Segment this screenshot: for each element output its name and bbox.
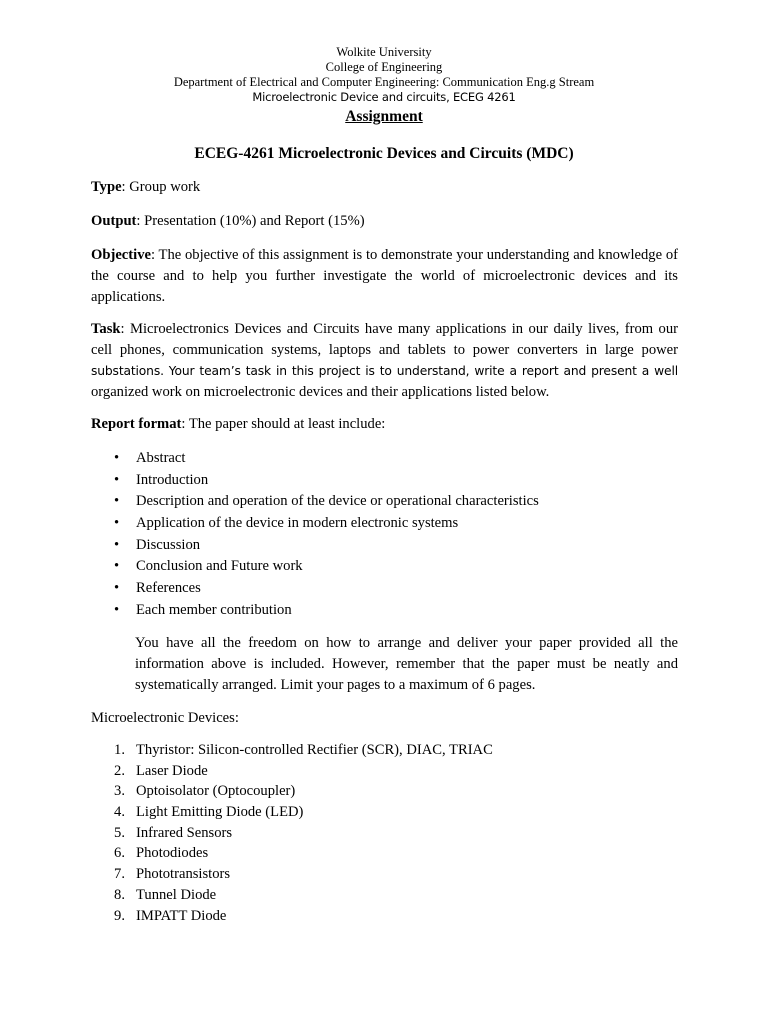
output-line xyxy=(91,211,678,232)
device-name: Laser Diode xyxy=(136,762,208,779)
device-number: 4. xyxy=(114,804,125,821)
type-label: Type xyxy=(91,179,122,195)
type-line xyxy=(91,177,678,198)
task-text-1: : Microelectronics Devices and Circuits have many applications in our daily lives, from our cell phones, communication systems, laptops and tablets to power converters in large power xyxy=(91,321,678,358)
device-name: Thyristor: Silicon-controlled Rectifier (SCR), DIAC, TRIAC xyxy=(136,742,493,758)
list-item: • Introduction xyxy=(91,470,678,492)
bullet-icon: • xyxy=(114,558,120,575)
task-label: Task xyxy=(91,321,121,337)
device-number: 6. xyxy=(114,845,125,862)
department-name: Department of Electrical and Computer Engineering: Communication Eng.g Stream xyxy=(173,75,595,89)
report-items-list xyxy=(91,448,678,622)
task-text-2: substations. Your team’s task in this project is to understand, write a report and present a well xyxy=(91,364,678,378)
device-name: Phototransistors xyxy=(136,866,231,883)
device-name: Tunnel Diode xyxy=(136,886,217,903)
device-number: 5. xyxy=(114,824,125,841)
report-format-line xyxy=(91,414,678,435)
list-item: • References xyxy=(91,578,678,600)
device-name: Photodiodes xyxy=(136,845,209,862)
freedom-note: You have all the freedom on how to arrange and deliver your paper provided all the information above is included. However, remember that the paper must be neatly and systematically arranged. Limit your pages to a maximum of 6 pages. xyxy=(135,635,678,693)
device-name: Light Emitting Diode (LED) xyxy=(136,804,304,821)
device-name: Optoisolator (Optocoupler) xyxy=(136,783,296,800)
device-number: 1. xyxy=(114,742,125,758)
bullet-icon: • xyxy=(114,450,120,466)
assignment-title: Assignment xyxy=(345,108,423,125)
list-item: • Description and operation of the device or operational characteristics xyxy=(91,491,678,513)
main-title: ECEG-4261 Microelectronic Devices and Circuits (MDC) xyxy=(194,145,574,162)
device-item xyxy=(91,823,493,844)
device-number: 3. xyxy=(114,783,125,800)
task-text-3: organized work on microelectronic devices and their applications listed below. xyxy=(91,384,550,400)
report-format-label: Report format xyxy=(91,416,182,432)
device-number: 2. xyxy=(114,762,125,779)
list-item: • Abstract xyxy=(91,448,678,470)
type-value: : Group work xyxy=(121,179,201,195)
objective-paragraph xyxy=(91,245,678,308)
devices-list xyxy=(91,740,493,926)
device-item xyxy=(91,740,493,761)
output-value: : Presentation (10%) and Report (15%) xyxy=(136,213,365,229)
list-item: • Each member contribution xyxy=(91,600,678,622)
list-item: • Conclusion and Future work xyxy=(91,556,678,578)
device-item xyxy=(91,885,493,906)
device-item xyxy=(91,761,493,782)
devices-title: Microelectronic Devices: xyxy=(91,710,239,726)
device-number: 8. xyxy=(114,886,125,903)
list-item: • Discussion xyxy=(91,535,678,557)
report-format-value: : The paper should at least include: xyxy=(181,416,386,432)
device-item xyxy=(91,843,493,864)
device-number: 7. xyxy=(114,866,125,883)
bullet-icon: • xyxy=(114,536,120,553)
objective-text: : The objective of this assignment is to demonstrate your understanding and knowledge of the course and to help you further investigate the world of microelectronic devices and its applications. xyxy=(91,247,678,305)
device-number: 9. xyxy=(114,907,125,924)
device-item xyxy=(91,906,493,927)
device-item xyxy=(91,864,493,885)
task-paragraph xyxy=(91,319,678,403)
output-label: Output xyxy=(91,213,137,229)
device-name: Infrared Sensors xyxy=(136,824,233,841)
device-item xyxy=(91,781,493,802)
bullet-icon: • xyxy=(114,471,120,488)
document-header xyxy=(0,45,768,105)
list-item: • Application of the device in modern electronic systems xyxy=(91,513,678,535)
device-item xyxy=(91,802,493,823)
college-name: College of Engineering xyxy=(325,60,443,74)
bullet-icon: • xyxy=(114,601,120,618)
university-name: Wolkite University xyxy=(336,45,432,59)
course-line: Microelectronic Device and circuits, ECEG 4261 xyxy=(252,90,516,104)
bullet-icon: • xyxy=(114,493,120,510)
bullet-icon: • xyxy=(114,515,120,532)
device-name: IMPATT Diode xyxy=(136,907,227,924)
bullet-icon: • xyxy=(114,580,120,597)
objective-label: Objective xyxy=(91,247,151,263)
